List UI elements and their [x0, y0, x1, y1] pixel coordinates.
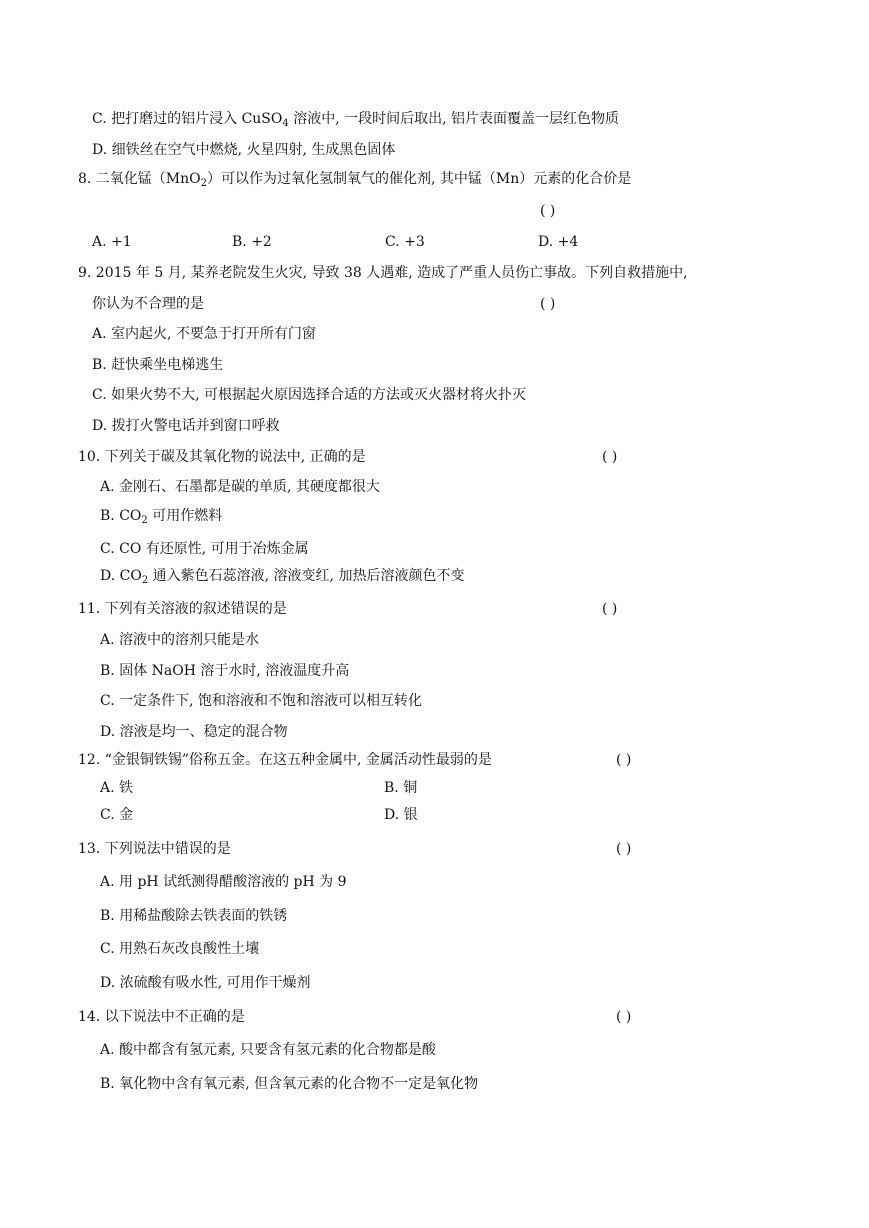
subscript: 2	[200, 178, 208, 189]
q9-option-d: D. 拨打火警电话并到窗口呼救	[92, 418, 280, 434]
q9-option-a: A. 室内起火, 不要急于打开所有门窗	[92, 326, 316, 342]
q9-answer-bracket: ( )	[540, 296, 556, 312]
q9-stem-line2: 你认为不合理的是	[92, 296, 204, 312]
q8-stem-text: 8. 二氧化锰（MnO	[78, 171, 201, 187]
q12-stem: 12. “金银铜铁锡”俗称五金。在这五种金属中, 金属活动性最弱的是	[78, 752, 492, 768]
q8-stem-text-end: ）可以作为过氧化氢制氧气的催化剂, 其中锰（Mn）元素的化合价是	[207, 171, 632, 187]
q9-stem-line1: 9. 2015 年 5 月, 某养老院发生火灾, 导致 38 人遇难, 造成了严重人员伤亡事故。下列自救措施中,	[78, 265, 688, 281]
subscript: 2	[141, 575, 149, 586]
q12-answer-bracket: ( )	[616, 752, 632, 768]
q10-option-c: C. CO 有还原性, 可用于冶炼金属	[100, 541, 309, 557]
q11-option-b: B. 固体 NaOH 溶于水时, 溶液温度升高	[100, 663, 350, 679]
q12-option-c: C. 金	[100, 807, 134, 823]
q7-option-c	[92, 110, 619, 128]
q13-option-b: B. 用稀盐酸除去铁表面的铁锈	[100, 908, 288, 924]
q10-option-b-text: B. CO	[100, 508, 142, 524]
q13-option-c: C. 用熟石灰改良酸性土壤	[100, 941, 260, 957]
q10-option-d-text-end: 通入紫色石蕊溶液, 溶液变红, 加热后溶液颜色不变	[148, 568, 465, 584]
q11-option-c: C. 一定条件下, 饱和溶液和不饱和溶液可以相互转化	[100, 693, 423, 709]
q8-option-c: C. +3	[385, 234, 425, 250]
q12-option-a: A. 铁	[100, 780, 134, 796]
q14-option-b: B. 氧化物中含有氧元素, 但含氧元素的化合物不一定是氧化物	[100, 1076, 479, 1092]
q7-option-d: D. 细铁丝在空气中燃烧, 火星四射, 生成黑色固体	[92, 142, 396, 158]
q14-answer-bracket: ( )	[616, 1009, 632, 1025]
q12-option-b: B. 铜	[384, 780, 418, 796]
q8-option-b: B. +2	[232, 234, 272, 250]
q9-option-b: B. 赶快乘坐电梯逃生	[92, 357, 224, 373]
q10-answer-bracket: ( )	[602, 449, 618, 465]
q8-answer-bracket: ( )	[540, 203, 556, 219]
q10-option-d-text: D. CO	[100, 568, 142, 584]
q7-option-c-text-end: 溶液中, 一段时间后取出, 铝片表面覆盖一层红色物质	[288, 111, 619, 127]
q11-option-a: A. 溶液中的溶剂只能是水	[100, 632, 260, 648]
q8-stem	[78, 170, 631, 188]
q13-stem: 13. 下列说法中错误的是	[78, 841, 231, 857]
q13-answer-bracket: ( )	[616, 841, 632, 857]
q9-option-c: C. 如果火势不大, 可根据起火原因选择合适的方法或灭火器材将火扑灭	[92, 387, 527, 403]
q11-stem: 11. 下列有关溶液的叙述错误的是	[78, 601, 287, 617]
q11-answer-bracket: ( )	[602, 601, 618, 617]
q14-option-a: A. 酸中都含有氢元素, 只要含有氢元素的化合物都是酸	[100, 1042, 436, 1058]
q10-option-a: A. 金刚石、石墨都是碳的单质, 其硬度都很大	[100, 479, 380, 495]
q10-stem: 10. 下列关于碳及其氧化物的说法中, 正确的是	[78, 449, 366, 465]
q13-option-d: D. 浓硫酸有吸水性, 可用作干燥剂	[100, 975, 311, 991]
q10-option-b	[100, 507, 222, 525]
subscript: 4	[282, 118, 289, 129]
q12-option-d: D. 银	[384, 807, 418, 823]
q10-option-b-text-end: 可用作燃料	[147, 508, 223, 524]
q10-option-d	[100, 567, 464, 585]
q8-option-d: D. +4	[538, 234, 579, 250]
q7-option-c-text: C. 把打磨过的铝片浸入 CuSO	[92, 111, 283, 127]
subscript: 2	[141, 515, 148, 526]
q13-option-a: A. 用 pH 试纸测得醋酸溶液的 pH 为 9	[100, 874, 347, 890]
q14-stem: 14. 以下说法中不正确的是	[78, 1009, 245, 1025]
q8-option-a: A. +1	[92, 234, 132, 250]
q11-option-d: D. 溶液是均一、稳定的混合物	[100, 724, 288, 740]
